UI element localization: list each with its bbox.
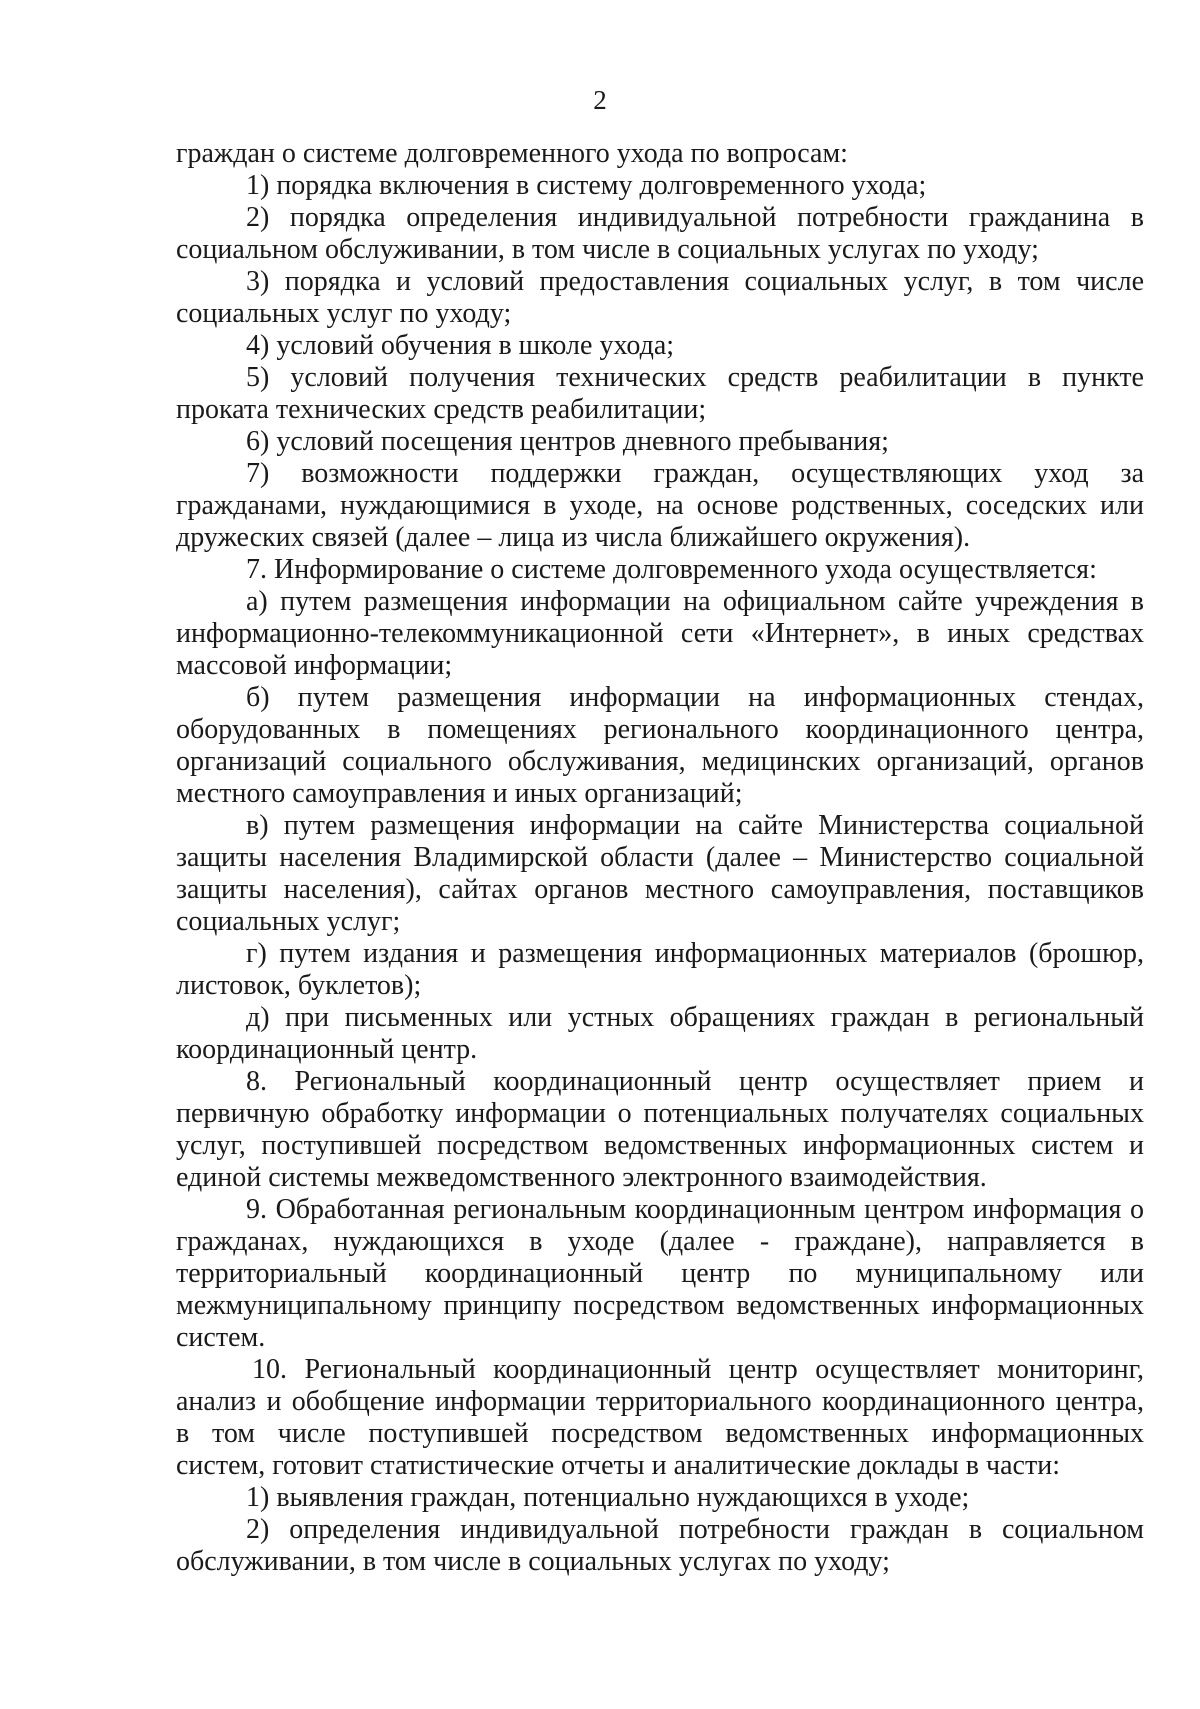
- subclause-g-materials: г) путем издания и размещения информационных материалов (брошюр, листовок, буклетов);: [176, 938, 1144, 1001]
- clause-10-monitoring: 10. Региональный координационный центр осуществляет мониторинг, анализ и обобщение информации территориального координационного центра, в том числе поступившей посредством ведомственных информационных систем, готовит статистические отчеты и аналитические доклады в части:: [176, 1354, 1144, 1481]
- clause-10-item-2: 2) определения индивидуальной потребности граждан в социальном обслуживании, в том числе в социальных услугах по уходу;: [176, 1514, 1144, 1577]
- list-item-5-rehab-equipment: 5) условий получения технических средств реабилитации в пункте проката технических средств реабилитации;: [176, 362, 1144, 425]
- list-item-3-service-conditions: 3) порядка и условий предоставления социальных услуг, в том числе социальных услуг по уходу;: [176, 266, 1144, 329]
- subclause-d-appeals: д) при письменных или устных обращениях граждан в региональный координационный центр.: [176, 1002, 1144, 1065]
- subclause-v-ministry-site: в) путем размещения информации на сайте Министерства социальной защиты населения Владимирской области (далее – Министерство социальной защиты населения), сайтах органов местного самоуправления, поставщиков социальных услуг;: [176, 810, 1144, 937]
- list-item-2-need-assessment: 2) порядка определения индивидуальной потребности гражданина в социальном обслуживании, в том числе в социальных услугах по уходу;: [176, 202, 1144, 265]
- clause-7-informing: 7. Информирование о системе долговременного ухода осуществляется:: [246, 554, 1097, 585]
- page-number: 2: [593, 85, 607, 115]
- paragraph-continuation: граждан о системе долговременного ухода по вопросам:: [176, 138, 848, 169]
- subclause-b-stands: б) путем размещения информации на информационных стендах, оборудованных в помещениях регионального координационного центра, организаций социального обслуживания, медицинских организаций, органов местного самоуправления и иных организаций;: [176, 682, 1144, 809]
- clause-10-item-1: 1) выявления граждан, потенциально нуждающихся в уходе;: [246, 1482, 970, 1513]
- document-body: [176, 138, 1144, 1578]
- list-item-1-inclusion: 1) порядка включения в систему долговременного ухода;: [246, 170, 927, 201]
- list-item-7-caregiver-support: 7) возможности поддержки граждан, осуществляющих уход за гражданами, нуждающимися в уходе, на основе родственных, соседских или дружеских связей (далее – лица из числа ближайшего окружения).: [176, 458, 1144, 553]
- list-item-4-care-school: 4) условий обучения в школе ухода;: [246, 330, 675, 361]
- list-item-6-day-centers: 6) условий посещения центров дневного пребывания;: [246, 426, 889, 457]
- clause-9-routing: 9. Обработанная региональным координационным центром информация о гражданах, нуждающихся в уходе (далее - граждане), направляется в территориальный координационный центр по муниципальному или межмуниципальному принципу посредством ведомственных информационных систем.: [176, 1194, 1144, 1353]
- subclause-a-website: а) путем размещения информации на официальном сайте учреждения в информационно-телекоммуникационной сети «Интернет», в иных средствах массовой информации;: [176, 586, 1144, 681]
- clause-8-reception: 8. Региональный координационный центр осуществляет прием и первичную обработку информации о потенциальных получателях социальных услуг, поступившей посредством ведомственных информационных систем и единой системы межведомственного электронного взаимодействия.: [176, 1066, 1144, 1193]
